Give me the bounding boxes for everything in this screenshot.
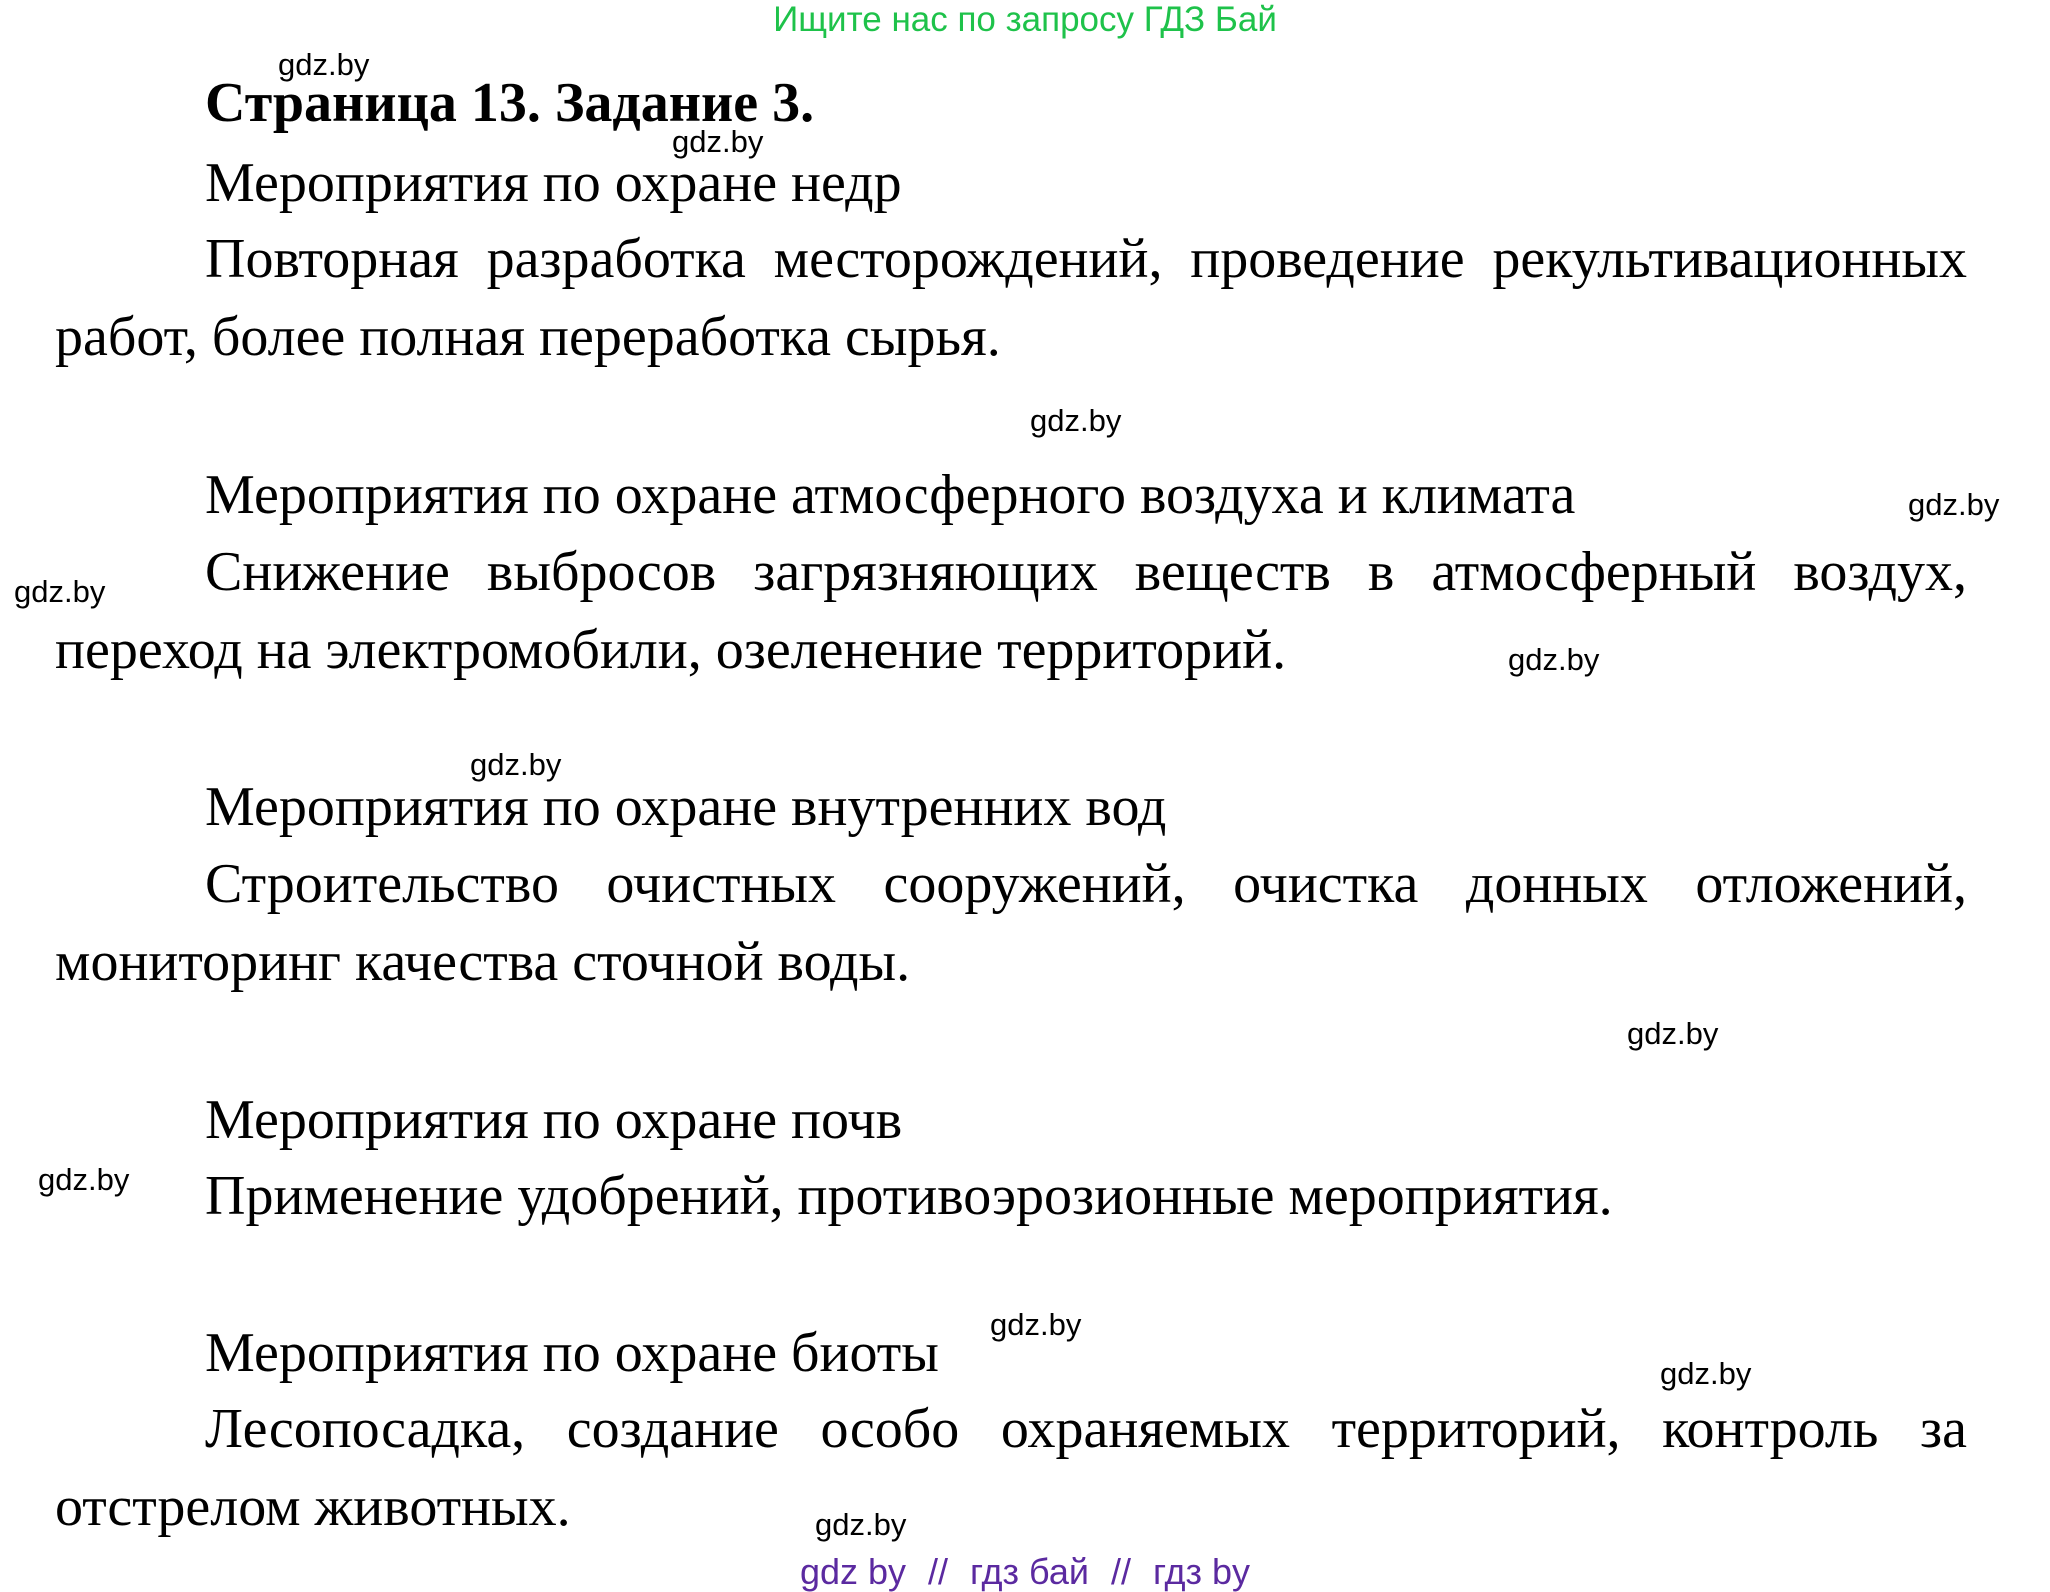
section-heading-nedra: Мероприятия по охране недр xyxy=(205,152,902,214)
section-heading-air: Мероприятия по охране атмосферного воздуха и климата xyxy=(205,464,1576,526)
page-title: Страница 13. Задание 3. xyxy=(205,72,815,134)
section-text-air: Снижение выбросов загрязняющих веществ в атмосферный воздух, переход на электромобили, озеленение территорий. xyxy=(55,541,1967,681)
section-heading-biota: Мероприятия по охране биоты xyxy=(205,1322,939,1384)
search-banner: Ищите нас по запросу ГДЗ Бай xyxy=(773,0,1277,39)
watermark: gdz.by xyxy=(38,1162,130,1197)
footer-separator: // xyxy=(928,1551,949,1592)
watermark: gdz.by xyxy=(990,1307,1082,1342)
watermark: gdz.by xyxy=(815,1507,907,1542)
watermark: gdz.by xyxy=(470,747,562,782)
watermark: gdz.by xyxy=(1030,403,1122,438)
section-text-nedra: Повторная разработка месторождений, проведение рекультивационных работ, более полная переработка сырья. xyxy=(55,228,1967,368)
section-heading-soil: Мероприятия по охране почв xyxy=(205,1089,903,1151)
watermark: gdz.by xyxy=(1627,1016,1719,1051)
footer-link-gdz-by[interactable]: gdz by xyxy=(799,1551,907,1592)
watermark: gdz.by xyxy=(278,47,370,82)
footer-link-gdz-bay[interactable]: гдз бай xyxy=(970,1551,1089,1592)
watermark: gdz.by xyxy=(672,124,764,159)
footer-separator: // xyxy=(1110,1551,1131,1592)
section-text-soil: Применение удобрений, противоэрозионные мероприятия. xyxy=(205,1165,1613,1227)
footer-link-gdz-by-cyr[interactable]: гдз by xyxy=(1153,1551,1251,1592)
section-heading-water: Мероприятия по охране внутренних вод xyxy=(205,776,1167,838)
section-text-biota: Лесопосадка, создание особо охраняемых территорий, контроль за отстрелом животных. xyxy=(55,1398,1967,1538)
watermark: gdz.by xyxy=(1660,1356,1752,1391)
watermark: gdz.by xyxy=(14,574,106,609)
watermark: gdz.by xyxy=(1508,642,1600,677)
section-text-water: Строительство очистных сооружений, очистка донных отложений, мониторинг качества сточной воды. xyxy=(55,853,1967,993)
footer-links xyxy=(0,1552,2050,1592)
watermark: gdz.by xyxy=(1908,487,2000,522)
